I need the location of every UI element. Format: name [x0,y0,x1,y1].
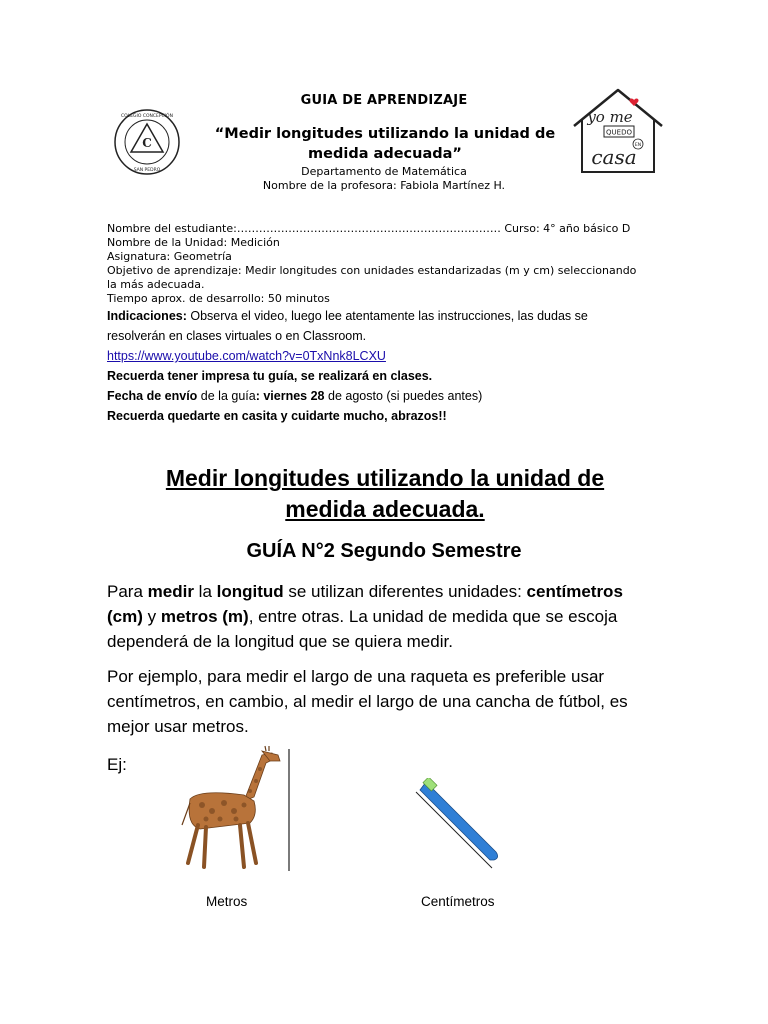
toothbrush-illustration [412,778,504,870]
indications-text-1: Observa el video, luego lee atentamente las instrucciones, las dudas se [186,309,588,323]
header-main-line-1: “Medir longitudes utilizando la unidad de [214,126,556,142]
p1-bold-length: longitud [216,582,284,601]
p1-text-e: se utilizan diferentes unidades: [283,582,527,601]
send-date-label: Fecha de envío [107,389,198,403]
giraffe-illustration [170,745,300,875]
header-main-line-2: medida adecuada” [308,146,462,162]
p1-text-a: Para [107,582,148,601]
send-date-rest: de agosto (si puedes antes) [324,389,483,403]
video-link[interactable]: https://www.youtube.com/watch?v=0TxNnk8LCXU [107,349,386,363]
p1-text-j: , entre otras. La unidad de medida que se escoja [248,607,618,626]
department-name: Departamento de Matemática [301,165,467,178]
objective-line-2: la más adecuada. [107,278,205,291]
example-label: Ej: [107,755,127,774]
student-info-block [107,222,667,306]
seal-text-top: COLEGIO CONCEPCIÓN [121,114,173,119]
instructions-block [107,306,667,426]
p1-text-h: y [142,607,161,626]
student-name-line: Nombre del estudiante:……………………………………………………………… Curso: 4° año básico D [107,222,631,235]
home-reminder: Recuerda quedarte en casita y cuidarte mucho, abrazos!! [107,409,447,423]
print-reminder: Recuerda tener impresa tu guía, se realizará en clases. [107,369,433,383]
guide-header-main-title [210,124,560,164]
caption-centimeters: Centímetros [421,894,495,909]
p2-line-3: mejor usar metros. [107,717,249,736]
development-time: Tiempo aprox. de desarrollo: 50 minutos [107,292,330,305]
send-date-mid: de la guía [197,389,256,403]
p2-line-2: centímetros, en cambio, al medir el largo de una cancha de fútbol, es [107,692,628,711]
p2-line-1: Por ejemplo, para medir el largo de una raqueta es preferible usar [107,667,605,686]
send-date-line [107,386,667,406]
teacher-name: Nombre de la profesora: Fabiola Martínez H. [262,179,506,192]
subject-name: Asignatura: Geometría [107,250,232,263]
p1-bold-centimeters: centímetros [526,582,623,601]
paragraph-units [107,579,667,654]
send-date-colon: : [255,389,264,403]
p1-bold-cm: (cm) [107,607,143,626]
badge-line-3: EN [634,143,642,148]
badge-line-4: casa [591,145,637,169]
unit-name: Nombre de la Unidad: Medición [107,236,280,249]
content-title [100,463,670,525]
badge-line-1: yo me [587,108,633,126]
guide-header-title: GUIA DE APRENDIZAJE [300,93,468,108]
content-title-line-1: Medir longitudes utilizando la unidad de [165,465,605,491]
p1-bold-measure: medir [147,582,194,601]
send-date-day: viernes 28 [263,389,325,403]
badge-line-2: QUEDO [606,128,632,137]
caption-meters: Metros [206,894,248,909]
indications-line-2: resolverán en clases virtuales o en Classroom. [107,329,367,343]
guide-number: GUÍA N°2 Segundo Semestre [246,540,522,562]
p1-text-k: dependerá de la longitud que se quiera medir. [107,632,453,651]
objective-line-1: Objetivo de aprendizaje: Medir longitudes con unidades estandarizadas (m y cm) seleccionando [107,264,637,277]
indications-label: Indicaciones: [107,309,187,323]
indications-line-1 [107,306,667,326]
p1-text-c: la [193,582,217,601]
seal-text-bottom: SAN PEDRO [133,168,161,173]
p1-bold-meters: metros (m) [160,607,249,626]
content-title-line-2: medida adecuada. [285,496,485,522]
paragraph-example [107,664,667,739]
seal-center-letter: C [142,136,152,150]
